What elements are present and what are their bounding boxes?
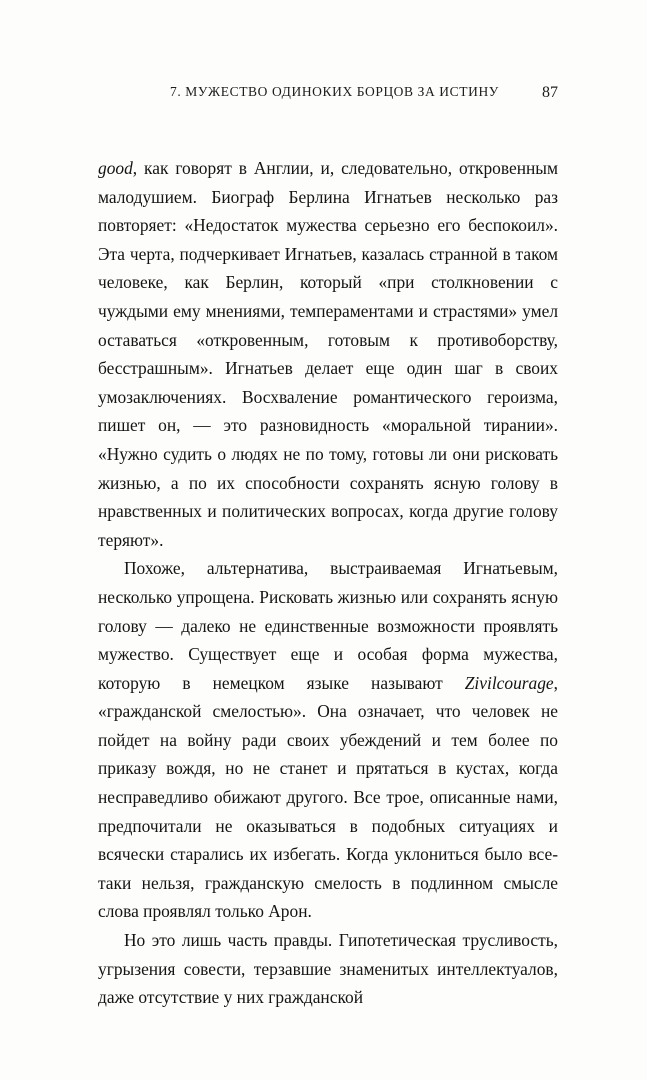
paragraph-2-text-after: , «гражданской смелостью». Она означает, что человек не пойдет на войну ради своих убеждений и тем более по приказу вождя, но не станет и прятаться в кустах, когда несправедливо обижают другого. Все трое, описанные нами, предпочитали не оказываться в подобных ситуациях и всячески старались их избегать. Когда уклониться было все-таки нельзя, гражданскую смелость в подлинном смысле слова проявлял только Арон. <box>98 672 558 922</box>
italic-term-zivilcourage: Zivilcourage <box>464 672 554 693</box>
paragraph-1-text: , как говорят в Англии, и, следовательно, откровенным малодушием. Биограф Берлина Игнатьев несколько раз повторяет: «Недостаток мужества серьезно его беспокоил». Эта черта, подчеркивает Игнатьев, казалась странной в таком человеке, как Берлин, который «при столкновении с чуждыми ему мнениями, темпераментами и страстями» умел оставаться «откровенным, готовым к противоборству, бесстрашным». Игнатьев делает еще один шаг в своих умозаключениях. Восхваление романтического героизма, пишет он, — это разновидность «моральной тирании». «Нужно судить о людях не по тому, готовы ли они рисковать жизнью, а по их способности сохранять ясную голову в нравственных и политических вопросах, когда другие голову теряют». <box>98 158 558 550</box>
paragraph-2 <box>98 554 558 926</box>
page-content <box>98 84 558 1012</box>
paragraph-1 <box>98 154 558 554</box>
chapter-title: 7. МУЖЕСТВО ОДИНОКИХ БОРЦОВ ЗА ИСТИНУ <box>170 84 499 99</box>
page-number: 87 <box>542 84 558 101</box>
italic-term-good: good <box>98 158 133 178</box>
paragraph-3: Но это лишь часть правды. Гипотетическая трусливость, угрызения совести, терзавшие знаменитых интеллектуалов, даже отсутствие у них гражданской <box>98 930 558 1008</box>
body-text <box>98 154 558 1012</box>
running-head <box>98 84 558 108</box>
paragraph-2-text-before: Похоже, альтернатива, выстраиваемая Игнатьевым, несколько упрощена. Рисковать жизнью или сохранять ясную голову — далеко не единственные возможности проявлять мужество. Существует еще и особая форма мужества, которую в немецком языке называют <box>98 558 558 693</box>
